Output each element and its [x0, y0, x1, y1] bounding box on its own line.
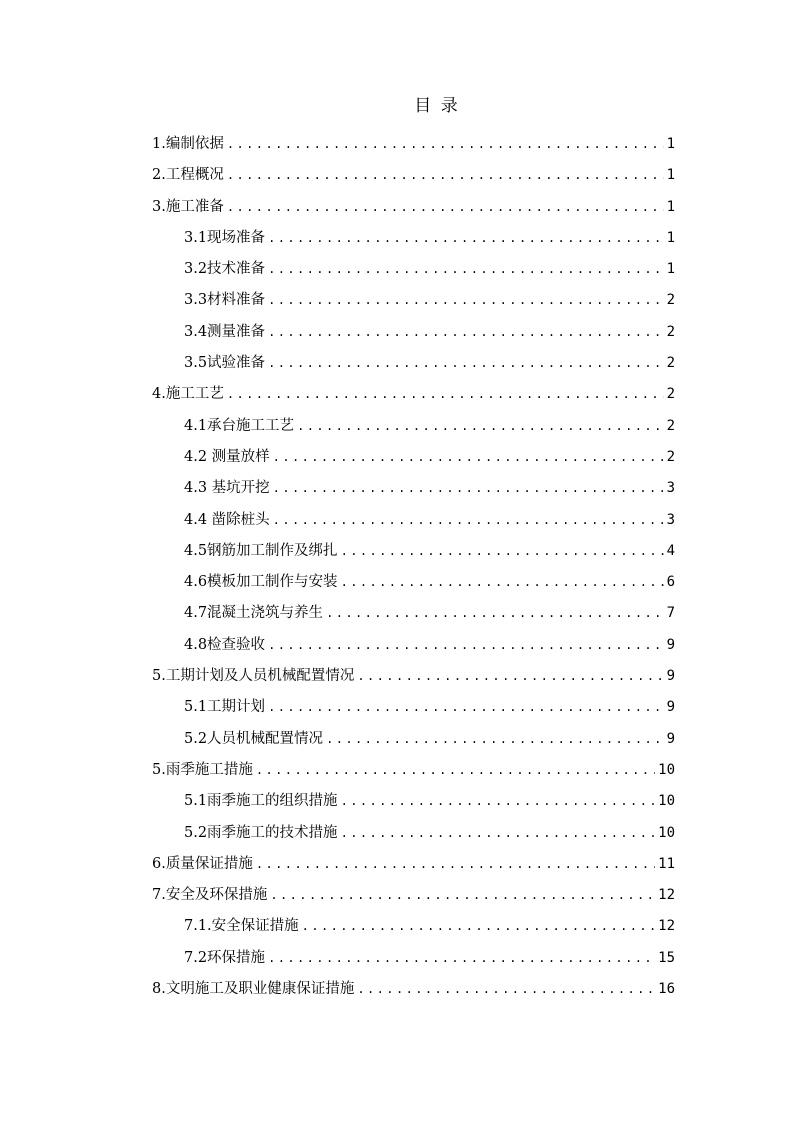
toc-entry-label: 5.1工期计划	[184, 699, 266, 716]
toc-entry-label: 4.施工工艺	[152, 386, 224, 403]
toc-entry-label: 6.质量保证措施	[152, 855, 253, 872]
toc-entry-label: 1.编制依据	[152, 136, 224, 152]
toc-entry-label: 4.3 基坑开挖	[184, 480, 270, 497]
toc-entry[interactable]	[152, 756, 675, 787]
toc-entry[interactable]	[152, 912, 675, 943]
toc-entry-label: 3.4测量准备	[184, 323, 266, 340]
toc-entry-page-number: 10	[658, 761, 675, 778]
toc-title: 目 录	[414, 96, 460, 116]
toc-entry-label: 3.2技术准备	[184, 261, 266, 278]
toc-entry-page-number: 4	[666, 542, 675, 559]
toc-dot-leader	[227, 193, 664, 221]
toc-entry-page-number: 3	[666, 511, 675, 528]
toc-entry-label: 4.4 凿除桩头	[184, 511, 270, 528]
toc-entry[interactable]	[152, 349, 675, 380]
toc-entry-label: 7.安全及环保措施	[152, 887, 268, 904]
toc-entry[interactable]	[152, 537, 675, 568]
toc-dot-leader	[326, 599, 664, 627]
toc-entry[interactable]	[152, 506, 675, 537]
toc-entry-label: 4.5钢筋加工制作及绑扎	[184, 542, 338, 559]
toc-entry-label: 4.7混凝土浇筑与养生	[184, 605, 324, 622]
toc-dot-leader	[268, 255, 664, 283]
toc-entry-page-number: 2	[666, 323, 675, 340]
toc-entry-page-number: 3	[666, 480, 675, 497]
toc-entry[interactable]	[152, 631, 675, 662]
toc-entry[interactable]	[152, 443, 675, 474]
toc-entry[interactable]	[152, 380, 675, 411]
toc-dot-leader	[227, 161, 664, 189]
toc-dot-leader	[268, 318, 664, 346]
toc-entry[interactable]	[152, 193, 675, 224]
toc-dot-leader	[268, 944, 655, 972]
table-of-contents	[152, 130, 675, 1006]
toc-entry[interactable]	[152, 787, 675, 818]
toc-entry-label: 3.3材料准备	[184, 292, 266, 309]
toc-dot-leader	[227, 130, 664, 158]
toc-dot-leader	[341, 537, 664, 565]
toc-entry-page-number: 2	[666, 292, 675, 309]
toc-entry[interactable]	[152, 286, 675, 317]
toc-entry-page-number: 10	[658, 824, 675, 841]
toc-dot-leader	[270, 881, 655, 909]
toc-dot-leader	[268, 286, 664, 314]
toc-entry-page-number: 2	[666, 386, 675, 403]
toc-entry-label: 8.文明施工及职业健康保证措施	[152, 981, 355, 998]
toc-entry[interactable]	[152, 819, 675, 850]
toc-entry-label: 4.8检查验收	[184, 636, 266, 653]
toc-entry-label: 2.工程概况	[152, 167, 224, 184]
toc-dot-leader	[227, 380, 664, 408]
toc-entry-label: 3.5试验准备	[184, 355, 266, 372]
toc-dot-leader	[341, 819, 656, 847]
toc-dot-leader	[302, 912, 655, 940]
toc-entry-label: 3.施工准备	[152, 198, 224, 215]
toc-dot-leader	[357, 662, 663, 690]
toc-entry[interactable]	[152, 474, 675, 505]
toc-entry[interactable]	[152, 255, 675, 286]
toc-entry-page-number: 1	[666, 167, 675, 184]
toc-entry-page-number: 9	[666, 636, 675, 653]
toc-entry-label: 4.2 测量放样	[184, 448, 270, 465]
toc-dot-leader	[256, 756, 655, 784]
toc-entry-page-number: 12	[658, 918, 675, 935]
toc-entry-page-number: 10	[658, 793, 675, 810]
toc-entry[interactable]	[152, 568, 675, 599]
toc-entry-label: 5.2雨季施工的技术措施	[184, 824, 338, 841]
toc-entry-page-number: 1	[666, 229, 675, 246]
toc-entry-page-number: 9	[666, 699, 675, 716]
toc-dot-leader	[341, 568, 664, 596]
toc-entry-page-number: 2	[666, 417, 675, 434]
toc-dot-leader	[268, 349, 664, 377]
toc-entry-page-number: 9	[666, 668, 675, 685]
toc-entry-label: 5.2人员机械配置情况	[184, 730, 324, 747]
toc-dot-leader	[273, 474, 664, 502]
toc-entry[interactable]	[152, 693, 675, 724]
toc-entry-page-number: 2	[666, 355, 675, 372]
toc-entry-label: 3.1现场准备	[184, 229, 266, 246]
toc-entry[interactable]	[152, 725, 675, 756]
toc-entry[interactable]	[152, 944, 675, 975]
toc-entry[interactable]	[152, 599, 675, 630]
toc-dot-leader	[341, 787, 656, 815]
toc-entry[interactable]	[152, 224, 675, 255]
toc-entry-label: 5.1雨季施工的组织措施	[184, 793, 338, 810]
toc-dot-leader	[256, 850, 655, 878]
toc-entry[interactable]	[152, 881, 675, 912]
toc-entry-page-number: 15	[658, 949, 675, 966]
toc-entry-label: 5.工期计划及人员机械配置情况	[152, 668, 355, 685]
toc-entry[interactable]	[152, 412, 675, 443]
toc-entry-label: 4.1承台施工工艺	[184, 417, 295, 434]
toc-dot-leader	[297, 412, 664, 440]
toc-entry[interactable]	[152, 130, 675, 161]
toc-entry-page-number: 12	[658, 887, 675, 904]
toc-entry-page-number: 1	[666, 198, 675, 215]
toc-dot-leader	[326, 725, 664, 753]
toc-entry-label: 7.2环保措施	[184, 949, 266, 966]
toc-dot-leader	[268, 224, 664, 252]
toc-entry[interactable]	[152, 850, 675, 881]
toc-entry-page-number: 11	[658, 855, 675, 872]
toc-entry-page-number: 16	[658, 981, 675, 998]
toc-entry-label: 7.1.安全保证措施	[184, 918, 299, 935]
toc-entry[interactable]	[152, 662, 675, 693]
toc-entry-page-number: 9	[666, 730, 675, 747]
toc-entry[interactable]	[152, 975, 675, 1006]
toc-entry-label: 5.雨季施工措施	[152, 761, 253, 778]
toc-dot-leader	[273, 506, 664, 534]
toc-dot-leader	[357, 975, 655, 1003]
toc-dot-leader	[268, 631, 664, 659]
toc-entry[interactable]	[152, 161, 675, 192]
toc-entry[interactable]	[152, 318, 675, 349]
toc-entry-page-number: 1	[666, 136, 675, 152]
toc-entry-page-number: 6	[666, 574, 675, 591]
toc-dot-leader	[268, 693, 664, 721]
toc-entry-page-number: 7	[666, 605, 675, 622]
toc-entry-page-number: 2	[666, 448, 675, 465]
toc-entry-label: 4.6模板加工制作与安装	[184, 574, 338, 591]
toc-entry-page-number: 1	[666, 261, 675, 278]
toc-dot-leader	[273, 443, 664, 471]
